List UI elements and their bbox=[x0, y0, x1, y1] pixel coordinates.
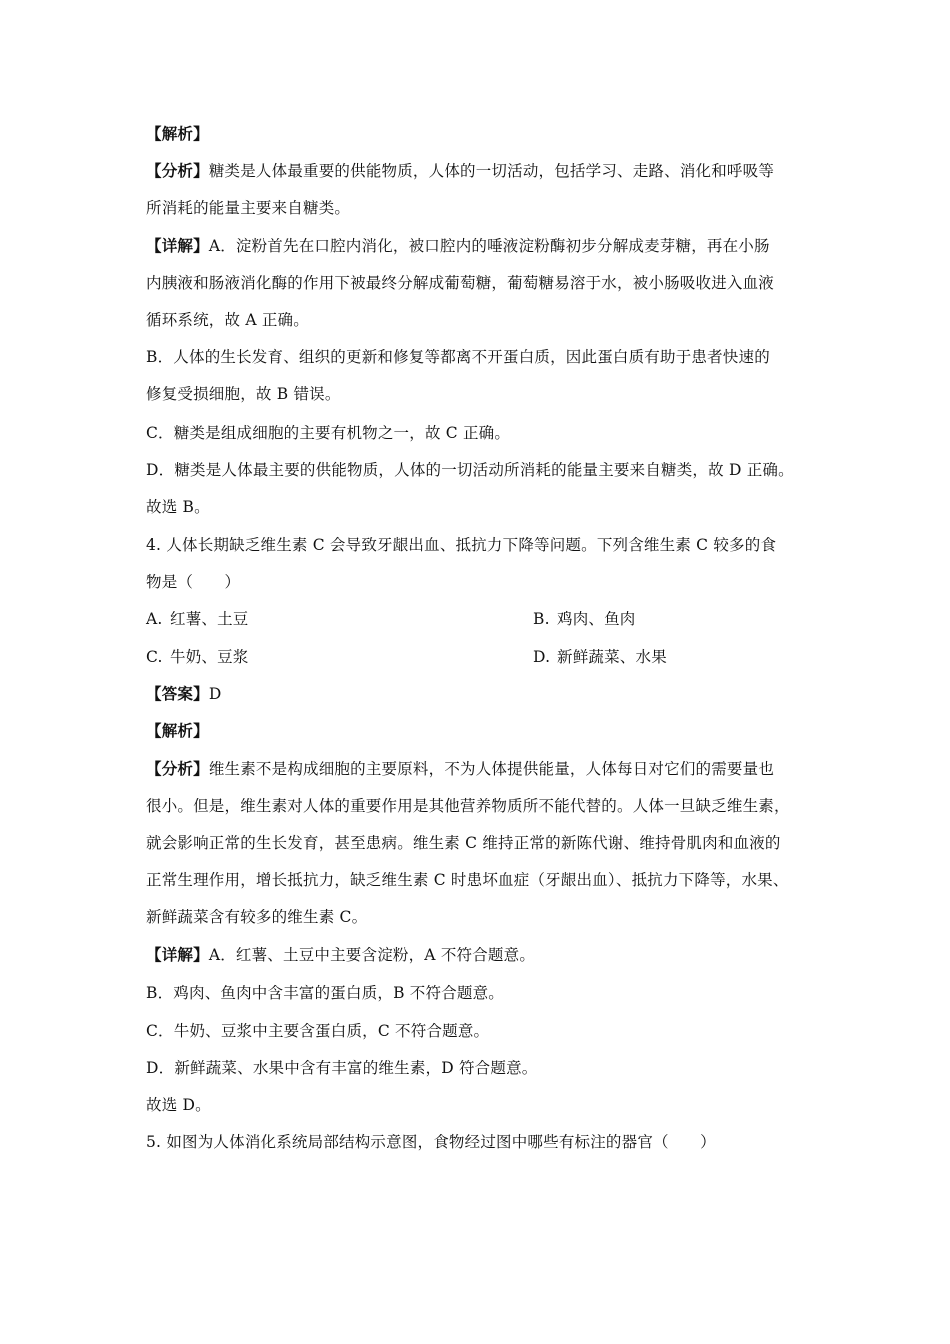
q4-fenxi-tag: 【分析】 bbox=[146, 759, 209, 778]
q3-xiangjie-tag: 【详解】 bbox=[146, 236, 209, 255]
q4-fenxi-line-4: 正常生理作用，增长抵抗力，缺乏维生素 C 时患坏血症（牙龈出血）、抵抗力下降等，水果、 bbox=[146, 871, 789, 889]
q4-answer-value: D bbox=[208, 685, 222, 703]
q3-option-c-line: C．糖类是组成细胞的主要有机物之一，故 C 正确。 bbox=[146, 424, 511, 442]
q4-answer-line bbox=[146, 684, 816, 704]
q4-xiangjie-line-b: B．鸡肉、鱼肉中含丰富的蛋白质，B 不符合题意。 bbox=[146, 984, 505, 1002]
q4-stem-line-1: 4. 人体长期缺乏维生素 C 会导致牙龈出血、抵抗力下降等问题。下列含维生素 C 较多的食 bbox=[146, 536, 777, 554]
q4-option-d-text: 新鲜蔬菜、水果 bbox=[557, 648, 667, 666]
q5-stem-line: 5. 如图为人体消化系统局部结构示意图，食物经过图中哪些有标注的器官（ ） bbox=[146, 1133, 716, 1151]
q4-option-c bbox=[146, 647, 249, 667]
q4-xiangjie-line-a bbox=[146, 945, 816, 965]
q4-fenxi-line-3: 就会影响正常的生长发育，甚至患病。维生素 C 维持正常的新陈代谢、维持骨肌肉和血液的 bbox=[146, 834, 781, 852]
q4-xiangjie-tag: 【详解】 bbox=[146, 945, 209, 964]
q4-option-a-text: 红薯、土豆 bbox=[170, 610, 249, 628]
q4-option-a bbox=[146, 609, 249, 629]
q3-jiexi-heading: 【解析】 bbox=[146, 124, 209, 143]
q4-option-a-letter: A. bbox=[146, 610, 163, 628]
q4-answer-tag: 【答案】 bbox=[146, 684, 209, 703]
q4-option-b-letter: B. bbox=[533, 610, 550, 628]
q4-option-d bbox=[533, 647, 667, 667]
q3-fenxi-line-2: 所消耗的能量主要来自糖类。 bbox=[146, 199, 351, 217]
q4-xiangjie-line-c: C．牛奶、豆浆中主要含蛋白质，C 不符合题意。 bbox=[146, 1022, 490, 1040]
q4-choose-line: 故选 D。 bbox=[146, 1096, 211, 1114]
q4-xiangjie-line-d: D．新鲜蔬菜、水果中含有丰富的维生素，D 符合题意。 bbox=[146, 1059, 538, 1077]
q3-fenxi-text-1: 糖类是人体最重要的供能物质，人体的一切活动，包括学习、走路、消化和呼吸等 bbox=[208, 162, 775, 180]
q4-fenxi-text-1: 维生素不是构成细胞的主要原料，不为人体提供能量，人体每日对它们的需要量也 bbox=[208, 760, 775, 778]
q4-fenxi-line-1 bbox=[146, 759, 816, 779]
q4-option-c-letter: C. bbox=[146, 648, 163, 666]
q3-xiangjie-line-2: 内胰液和肠液消化酶的作用下被最终分解成葡萄糖，葡萄糖易溶于水，被小肠吸收进入血液 bbox=[146, 274, 775, 292]
q3-option-b-line-1: B．人体的生长发育、组织的更新和修复等都离不开蛋白质，因此蛋白质有助于患者快速的 bbox=[146, 348, 770, 366]
q4-fenxi-line-5: 新鲜蔬菜含有较多的维生素 C。 bbox=[146, 908, 368, 926]
q4-stem-line-2: 物是（ ） bbox=[146, 573, 241, 591]
q4-option-b bbox=[533, 609, 636, 629]
q3-choose-line: 故选 B。 bbox=[146, 498, 210, 516]
q3-xiangjie-line-3: 循环系统，故 A 正确。 bbox=[146, 311, 309, 329]
q4-option-d-letter: D. bbox=[533, 648, 551, 666]
q3-option-d-line: D．糖类是人体最主要的供能物质，人体的一切活动所消耗的能量主要来自糖类，故 D 正确。 bbox=[146, 461, 794, 479]
q4-option-b-text: 鸡肉、鱼肉 bbox=[557, 610, 636, 628]
q4-xiangjie-text-a: A．红薯、土豆中主要含淀粉，A 不符合题意。 bbox=[208, 946, 536, 964]
q4-option-c-text: 牛奶、豆浆 bbox=[170, 648, 249, 666]
q3-option-b-line-2: 修复受损细胞，故 B 错误。 bbox=[146, 385, 341, 403]
q4-jiexi-heading: 【解析】 bbox=[146, 721, 209, 740]
q3-fenxi-line-1 bbox=[146, 161, 816, 181]
q4-fenxi-line-2: 很小。但是，维生素对人体的重要作用是其他营养物质所不能代替的。人体一旦缺乏维生素， bbox=[146, 797, 790, 815]
q3-fenxi-tag: 【分析】 bbox=[146, 161, 209, 180]
q3-xiangjie-line-1 bbox=[146, 236, 816, 256]
q3-xiangjie-text-1: A．淀粉首先在口腔内消化，被口腔内的唾液淀粉酶初步分解成麦芽糖，再在小肠 bbox=[208, 237, 770, 255]
